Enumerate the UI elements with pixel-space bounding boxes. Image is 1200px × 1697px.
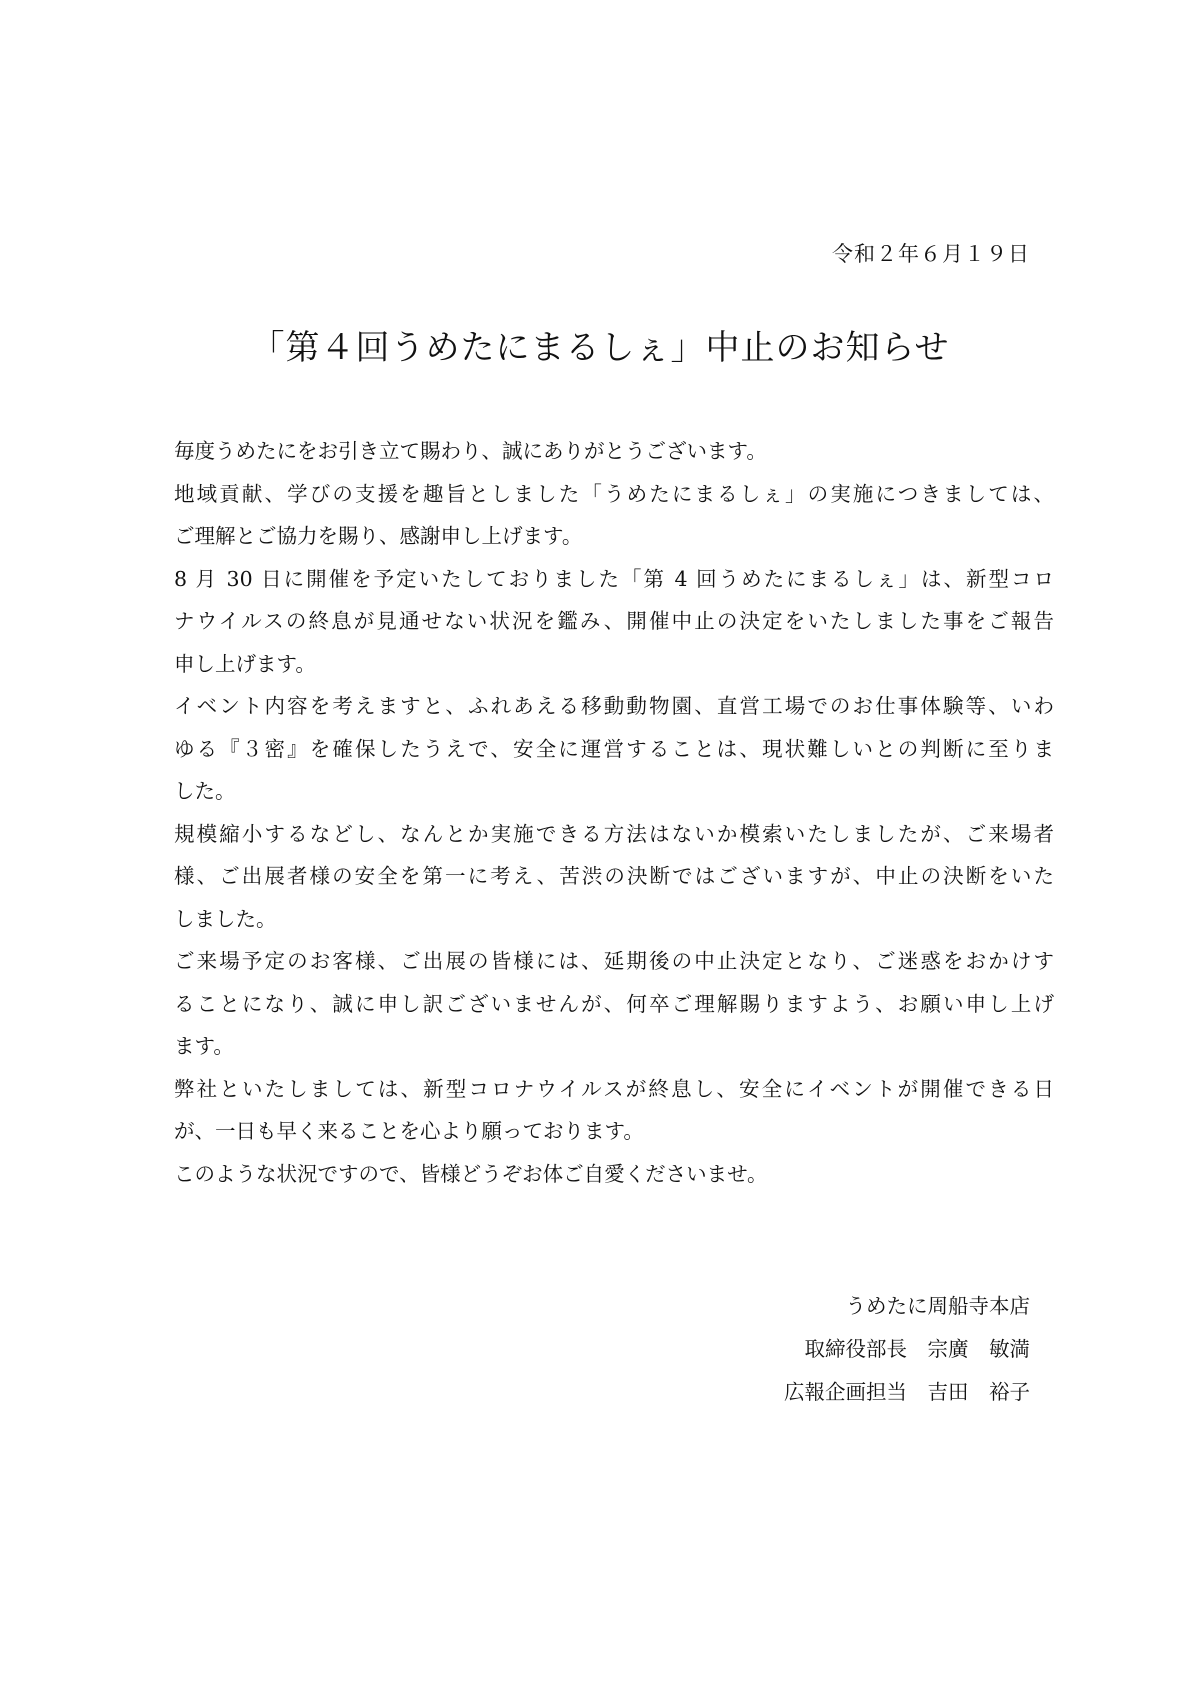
paragraph-greeting [174,430,1054,473]
body-line: 地域貢献、学びの支援を趣旨としました「うめたにまるしぇ」の実施につきましては、 [174,481,1054,506]
paragraph-reasoning [174,685,1054,813]
body-line: しました。 [174,906,277,931]
paragraph-closing [174,1153,1054,1196]
signature-pr-contact: 広報企画担当 吉田 裕子 [784,1380,1030,1404]
paragraph-hope [174,1068,1054,1153]
body-line: 様、ご出展者様の安全を第一に考え、苦渋の決断ではございますが、中止の決断をいた [174,864,1054,888]
body-line: ご理解とご協力を賜り、感謝申し上げます。 [174,524,583,548]
signature-block [784,1285,1030,1414]
body-line: ご来場予定のお客様、ご出展の皆様には、延期後の中止決定となり、ご迷惑をおかけす [174,949,1054,973]
signature-director: 取締役部長 宗廣 敏満 [804,1337,1030,1361]
body-line: このような状況ですので、皆様どうぞお体ご自愛くださいませ。 [174,1161,768,1186]
body-line: イベント内容を考えますと、ふれあえる移動動物園、直営工場でのお仕事体験等、いわ [174,694,1054,718]
body-line: 毎度うめたにをお引き立て賜わり、誠にありがとうございます。 [174,439,767,463]
body-line: ゆる『３密』を確保したうえで、安全に運営することは、現状難しいとの判断に至りま [174,736,1054,761]
paragraph-apology [174,940,1054,1068]
document-body [174,430,1054,1195]
body-line: ることになり、誠に申し訳ございませんが、何卒ご理解賜りますよう、お願い申し上げ [174,991,1054,1016]
signature-company: うめたに周船寺本店 [845,1294,1030,1318]
body-line: 規模縮小するなどし、なんとか実施できる方法はないか模索いたしましたが、ご来場者 [174,821,1054,846]
body-line: 申し上げます。 [174,651,316,676]
body-line: が、一日も早く来ることを心より願っております。 [174,1119,644,1143]
body-line: 弊社といたしましては、新型コロナウイルスが終息し、安全にイベントが開催できる日 [174,1076,1054,1101]
paragraph-decision [174,813,1054,941]
paragraph-cancellation [174,558,1054,686]
paragraph-thanks [174,473,1054,558]
document-date: 令和２年６月１９日 [832,242,1030,266]
body-line: 8 月 30 日に開催を予定いたしておりました「第 4 回うめたにまるしぇ」は、新型コロ [174,566,1054,591]
document-title: 「第４回うめたにまるしぇ」中止のお知らせ [250,328,950,368]
body-line: ナウイルスの終息が見通せない状況を鑑み、開催中止の決定をいたしました事をご報告 [174,609,1054,633]
body-line: した。 [174,779,236,803]
body-line: ます。 [174,1034,234,1058]
